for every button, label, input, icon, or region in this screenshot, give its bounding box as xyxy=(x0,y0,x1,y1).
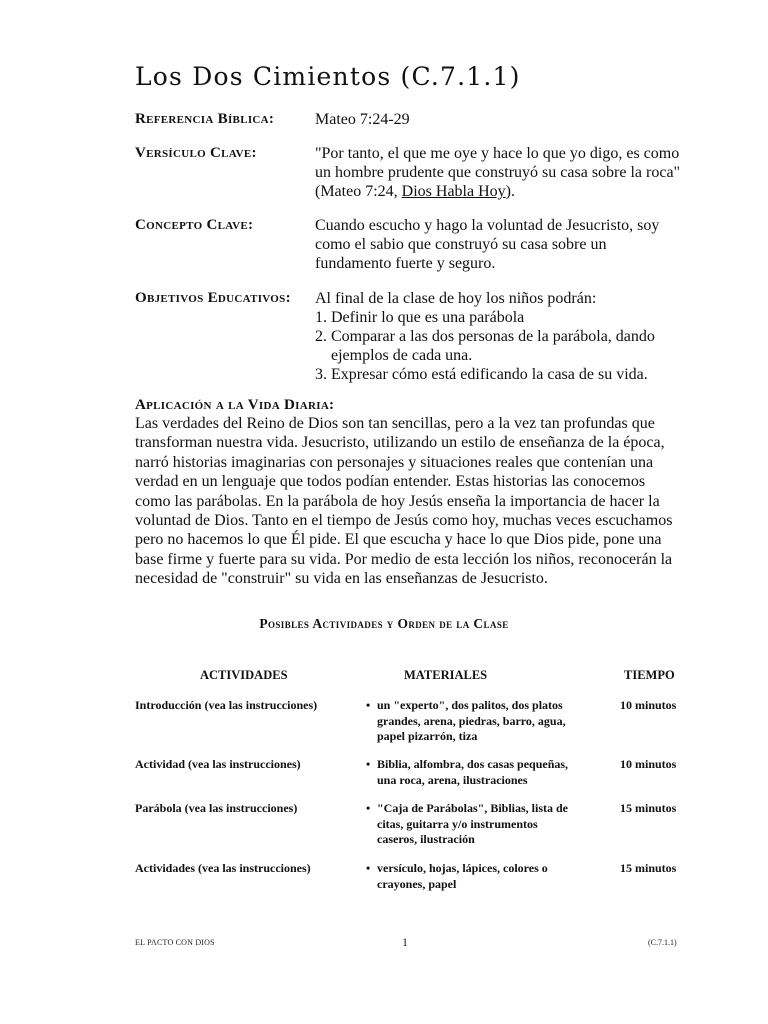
referencia-value: Mateo 7:24-29 xyxy=(315,111,410,128)
field-label: Objetivos Educativos: xyxy=(135,290,291,306)
concepto-line: Cuando escucho y hago la voluntad de Jesucristo, soy xyxy=(315,217,660,234)
versiculo-line xyxy=(315,182,715,201)
page-number: 1 xyxy=(402,935,408,949)
activity-cell: Introducción (vea las instrucciones) xyxy=(135,698,318,712)
paragraph-line: transforman nuestra vida. Jesucristo, utilizando un estilo de enseñanza de la época, xyxy=(135,434,665,452)
page-title: Los Dos Cimientos (C.7.1.1) xyxy=(135,62,521,91)
materials-cell xyxy=(366,861,596,892)
activity-cell: Actividades (vea las instrucciones) xyxy=(135,861,311,875)
field-label: Concepto Clave: xyxy=(135,217,254,233)
paragraph-line: pero no hacemos lo que Él pide. El que escucha y hace lo que Dios pide, pone una xyxy=(135,531,662,549)
paragraph-line: necesidad de "construir" su vida en las enseñanzas de Jesucristo. xyxy=(135,570,548,588)
objetivo-item: 1. Definir lo que es una parábola xyxy=(315,309,525,326)
field-value xyxy=(315,289,715,384)
bullet-icon: • xyxy=(366,698,371,712)
materials-line: citas, guitarra y/o instrumentos xyxy=(377,816,538,831)
time-cell: 10 minutos xyxy=(620,757,677,771)
section-title: Posibles Actividades y Orden de la Clase xyxy=(259,616,509,631)
footer-series-title: EL PACTO CON DIOS xyxy=(135,938,215,947)
materials-line: una roca, arena, ilustraciones xyxy=(377,772,528,787)
bullet-icon: • xyxy=(366,801,371,815)
materials-line: grandes, arena, piedras, barro, agua, xyxy=(377,713,566,728)
paragraph-line: base firme y fuerte para su vida. Por medio de esta lección los niños, reconocerán la xyxy=(135,550,673,568)
time-cell: 15 minutos xyxy=(620,861,677,875)
objetivo-item: 3. Expresar cómo está edificando la casa de su vida. xyxy=(315,366,648,383)
field-label: Versículo Clave: xyxy=(135,145,257,161)
activity-cell: Parábola (vea las instrucciones) xyxy=(135,801,298,815)
concepto-line: como el sabio que construyó su casa sobre un xyxy=(315,236,607,253)
materials-line: "Caja de Parábolas", Biblias, lista de xyxy=(377,801,569,815)
paragraph-line: como las parábolas. En la parábola de hoy Jesús enseña la importancia de hacer la xyxy=(135,492,660,510)
dios-habla-hoy-link[interactable]: Dios Habla Hoy xyxy=(401,183,506,200)
materials-line: versículo, hojas, lápices, colores o xyxy=(377,861,548,875)
materials-cell xyxy=(366,801,596,848)
materials-cell xyxy=(366,698,596,745)
versiculo-ref-post: ). xyxy=(505,183,515,200)
materials-line: crayones, papel xyxy=(377,876,457,891)
objetivos-intro: Al final de la clase de hoy los niños podrán: xyxy=(315,290,597,307)
time-cell: 15 minutos xyxy=(620,801,677,815)
bullet-icon: • xyxy=(366,757,371,771)
paragraph-line: voluntad de Dios. Tanto en el tiempo de Jesús como hoy, muchas veces escuchamos xyxy=(135,512,673,530)
aplicacion-paragraph xyxy=(135,414,715,589)
paragraph-line: narró historias imaginarias con personajes y situaciones reales que contenían una xyxy=(135,453,654,471)
versiculo-line: un hombre prudente que construyó su casa sobre la roca" xyxy=(315,164,681,181)
materials-line: un "experto", dos palitos, dos platos xyxy=(377,698,563,712)
bullet-icon: • xyxy=(366,861,371,875)
time-cell: 10 minutos xyxy=(620,698,677,712)
concepto-line: fundamento fuerte y seguro. xyxy=(315,255,496,272)
activity-cell: Actividad (vea las instrucciones) xyxy=(135,757,301,771)
materials-line: papel pizarrón, tiza xyxy=(377,729,478,743)
objetivo-item: 2. Comparar a las dos personas de la parábola, dando xyxy=(315,328,655,345)
objetivo-item-cont: ejemplos de cada una. xyxy=(331,347,473,364)
versiculo-ref-pre: (Mateo 7:24, xyxy=(315,183,402,200)
field-value xyxy=(315,144,715,201)
field-value xyxy=(315,110,715,129)
materials-line: caseros, ilustración xyxy=(377,832,475,846)
versiculo-line: "Por tanto, el que me oye y hace lo que yo digo, es como xyxy=(315,145,680,162)
aplicacion-heading: Aplicación a la Vida Diaria: xyxy=(135,397,335,413)
paragraph-line: verdad en un lenguaje que todos podían entender. Estas historias las conocemos xyxy=(135,473,646,491)
table-header-materiales: MATERIALES xyxy=(404,668,488,682)
table-header-tiempo: TIEMPO xyxy=(624,668,675,682)
materials-cell xyxy=(366,757,596,788)
footer-lesson-code: (C.7.1.1) xyxy=(648,938,677,947)
materials-line: Biblia, alfombra, dos casas pequeñas, xyxy=(377,757,569,771)
table-header-actividades: ACTIVIDADES xyxy=(200,668,288,682)
paragraph-line: Las verdades del Reino de Dios son tan sencillas, pero a la vez tan profundas que xyxy=(135,415,655,432)
field-label: Referencia Bíblica: xyxy=(135,111,275,127)
field-value xyxy=(315,216,715,273)
